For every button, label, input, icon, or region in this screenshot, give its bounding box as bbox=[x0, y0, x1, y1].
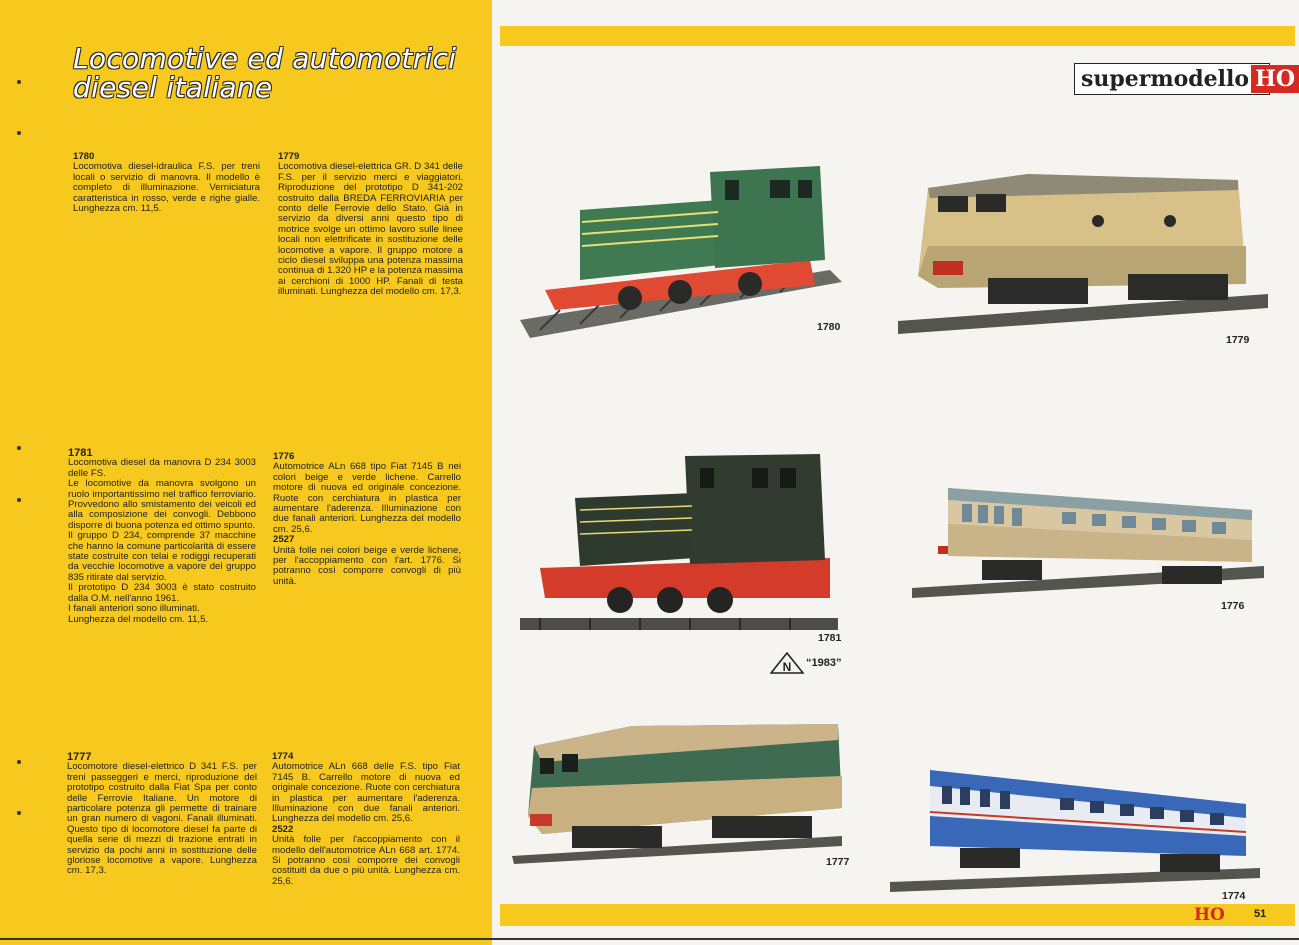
description-code: 1777 bbox=[67, 751, 92, 763]
description-1781 bbox=[68, 448, 256, 625]
railcar-1774-image bbox=[890, 764, 1270, 894]
page-title bbox=[73, 44, 456, 102]
description-code: 2527 bbox=[273, 534, 295, 546]
description-text: Locomotiva diesel-idraulica F.S. per treni locali o servizio di manovra. Il modello è completo di illuminazione. Verniciatura caratteristica in rosso, verde e righe gialle. Lunghezza cm. 11,5. bbox=[73, 161, 260, 215]
binder-dot bbox=[17, 80, 21, 84]
description-text: Automotrice ALn 668 delle F.S. tipo Fiat 7145 B. Carrello motore di nuova ed originale concezione. Ruote con cerchiatura in plastica per aumentare l'aderenza. Illuminazione con due fanali anteriori. Lunghezza del modello cm. 25,6. bbox=[272, 761, 460, 825]
description-text: Locomotore diesel-elettrico D 341 F.S. per treni passeggeri e merci, riproduzione del prototipo costruito dalla Fiat Spa per conto delle Ferrovie Italiane. Un motore di particolare potenza gli permette di trainare un gran numero di vagoni. Fanali illuminati. Questo tipo di locomotore diesel fa parte di quella serie di mezzi di trazione entrati in servizio da pochi anni in sostituzione delle gloriose locomotive a vapore. Lunghezza cm. 17,3. bbox=[67, 761, 257, 877]
description-1779 bbox=[278, 152, 463, 298]
page-number: 51 bbox=[1254, 908, 1267, 920]
description-1777 bbox=[67, 752, 257, 877]
description-code: 1779 bbox=[278, 151, 300, 162]
description-code: 1780 bbox=[73, 151, 95, 162]
description-code: 1774 bbox=[272, 751, 294, 762]
binder-dot bbox=[17, 131, 21, 135]
description-code: 2522 bbox=[272, 823, 294, 835]
title-line-1: Locomotive ed automotrici bbox=[73, 42, 457, 75]
locomotive-1779-image bbox=[898, 166, 1270, 338]
footer-ho-mark: HO bbox=[1194, 905, 1225, 925]
description-1780 bbox=[73, 152, 260, 214]
n-letter: N bbox=[782, 660, 792, 674]
model-label-1777: 1777 bbox=[826, 856, 850, 868]
binder-dot bbox=[17, 498, 21, 502]
model-label-1781: 1781 bbox=[818, 632, 842, 644]
locomotive-1781-image bbox=[520, 448, 840, 634]
page-bottom-rule bbox=[0, 938, 1299, 940]
description-code: 1776 bbox=[273, 451, 295, 462]
description-text: Il prototipo D 234 3003 è stato costruito dalla O.M. nell'anno 1961. bbox=[68, 582, 256, 604]
description-text: Automotrice ALn 668 tipo Fiat 7145 B nei colori beige e verde lichene. Carrello motore di nuova ed originale concezione. Ruote con cerchiatura in plastica per aumentare l'aderenza. Illuminazione con due fanali anteriori. Lunghezza del modello cm. 25,6. bbox=[273, 461, 461, 535]
binder-dot bbox=[17, 446, 21, 450]
new-badge-year: “1983” bbox=[806, 657, 842, 669]
model-label-1780: 1780 bbox=[817, 321, 841, 333]
model-label-1779: 1779 bbox=[1226, 334, 1250, 346]
description-1774 bbox=[272, 752, 460, 887]
description-text: Il gruppo D 234, comprende 37 macchine che hanno la comune particolarità di essere state costruite con telai e rodiggi recuperati da vecchie locomotive a vapore del gruppo 835 ritirate dal servizio. bbox=[68, 530, 256, 583]
description-text: Locomotiva diesel da manovra D 234 3003 delle FS. bbox=[68, 457, 256, 479]
binder-dot bbox=[17, 760, 21, 764]
model-label-1776: 1776 bbox=[1221, 600, 1245, 612]
description-text: Le locomotive da manovra svolgono un ruolo importantissimo nel traffico ferroviario. Provvedono allo smistamento dei veicoli ed alla composizione dei convogli. Debbono disporre di buona potenza ed ottimo spunto. bbox=[68, 478, 256, 531]
description-text: I fanali anteriori sono illuminati. bbox=[68, 603, 200, 615]
logo-text: supermodello bbox=[1081, 66, 1250, 92]
top-yellow-bar bbox=[500, 26, 1295, 46]
logo-ho-badge: HO bbox=[1251, 65, 1299, 93]
railcar-1776-image bbox=[912, 484, 1270, 602]
description-code: 1781 bbox=[68, 447, 93, 459]
bottom-yellow-bar bbox=[500, 904, 1295, 926]
description-text: Unità folle nei colori beige e verde lichene, per l'accoppiamento con l'art. 1776. Si potranno così comporre convogli di più unità. bbox=[273, 544, 461, 587]
title-line-2: diesel italiane bbox=[73, 71, 273, 104]
n-triangle-icon bbox=[770, 652, 804, 674]
description-text: Unità folle per l'accoppiamento con il modello dell'automotrice ALn 668 art. 1774. Si potranno così comporre dei convogli costituiti da due o più unità. Lunghezza cm. 25,6. bbox=[272, 834, 460, 887]
description-text: Lunghezza del modello cm. 11,5. bbox=[68, 613, 209, 625]
supermodello-logo bbox=[1074, 63, 1296, 95]
locomotive-1777-image bbox=[512, 716, 848, 866]
new-1983-badge bbox=[770, 652, 841, 674]
locomotive-1780-image bbox=[520, 160, 850, 345]
binder-dot bbox=[17, 811, 21, 815]
description-1776 bbox=[273, 452, 461, 587]
model-label-1774: 1774 bbox=[1222, 890, 1246, 902]
description-text: Locomotiva diesel-elettrica GR. D 341 delle F.S. per il servizio merci e viaggiatori. Riproduzione del prototipo D 341-202 costruito dalla BREDA FERROVIARIA per conto delle Ferrovie dello Stato. Già in servizio da diversi anni questo tipo di motrice svolge un ottimo lavoro sulle linee locali non elettrificate in sostituzione delle locomotive a vapore. Il gruppo motore a ciclo diesel sviluppa una potenza massima continua di 1.320 HP e la potenza massima ai cerchioni di 1000 HP. Fanali di testa illuminati. Lunghezza del modello cm. 17,3. bbox=[278, 161, 463, 298]
